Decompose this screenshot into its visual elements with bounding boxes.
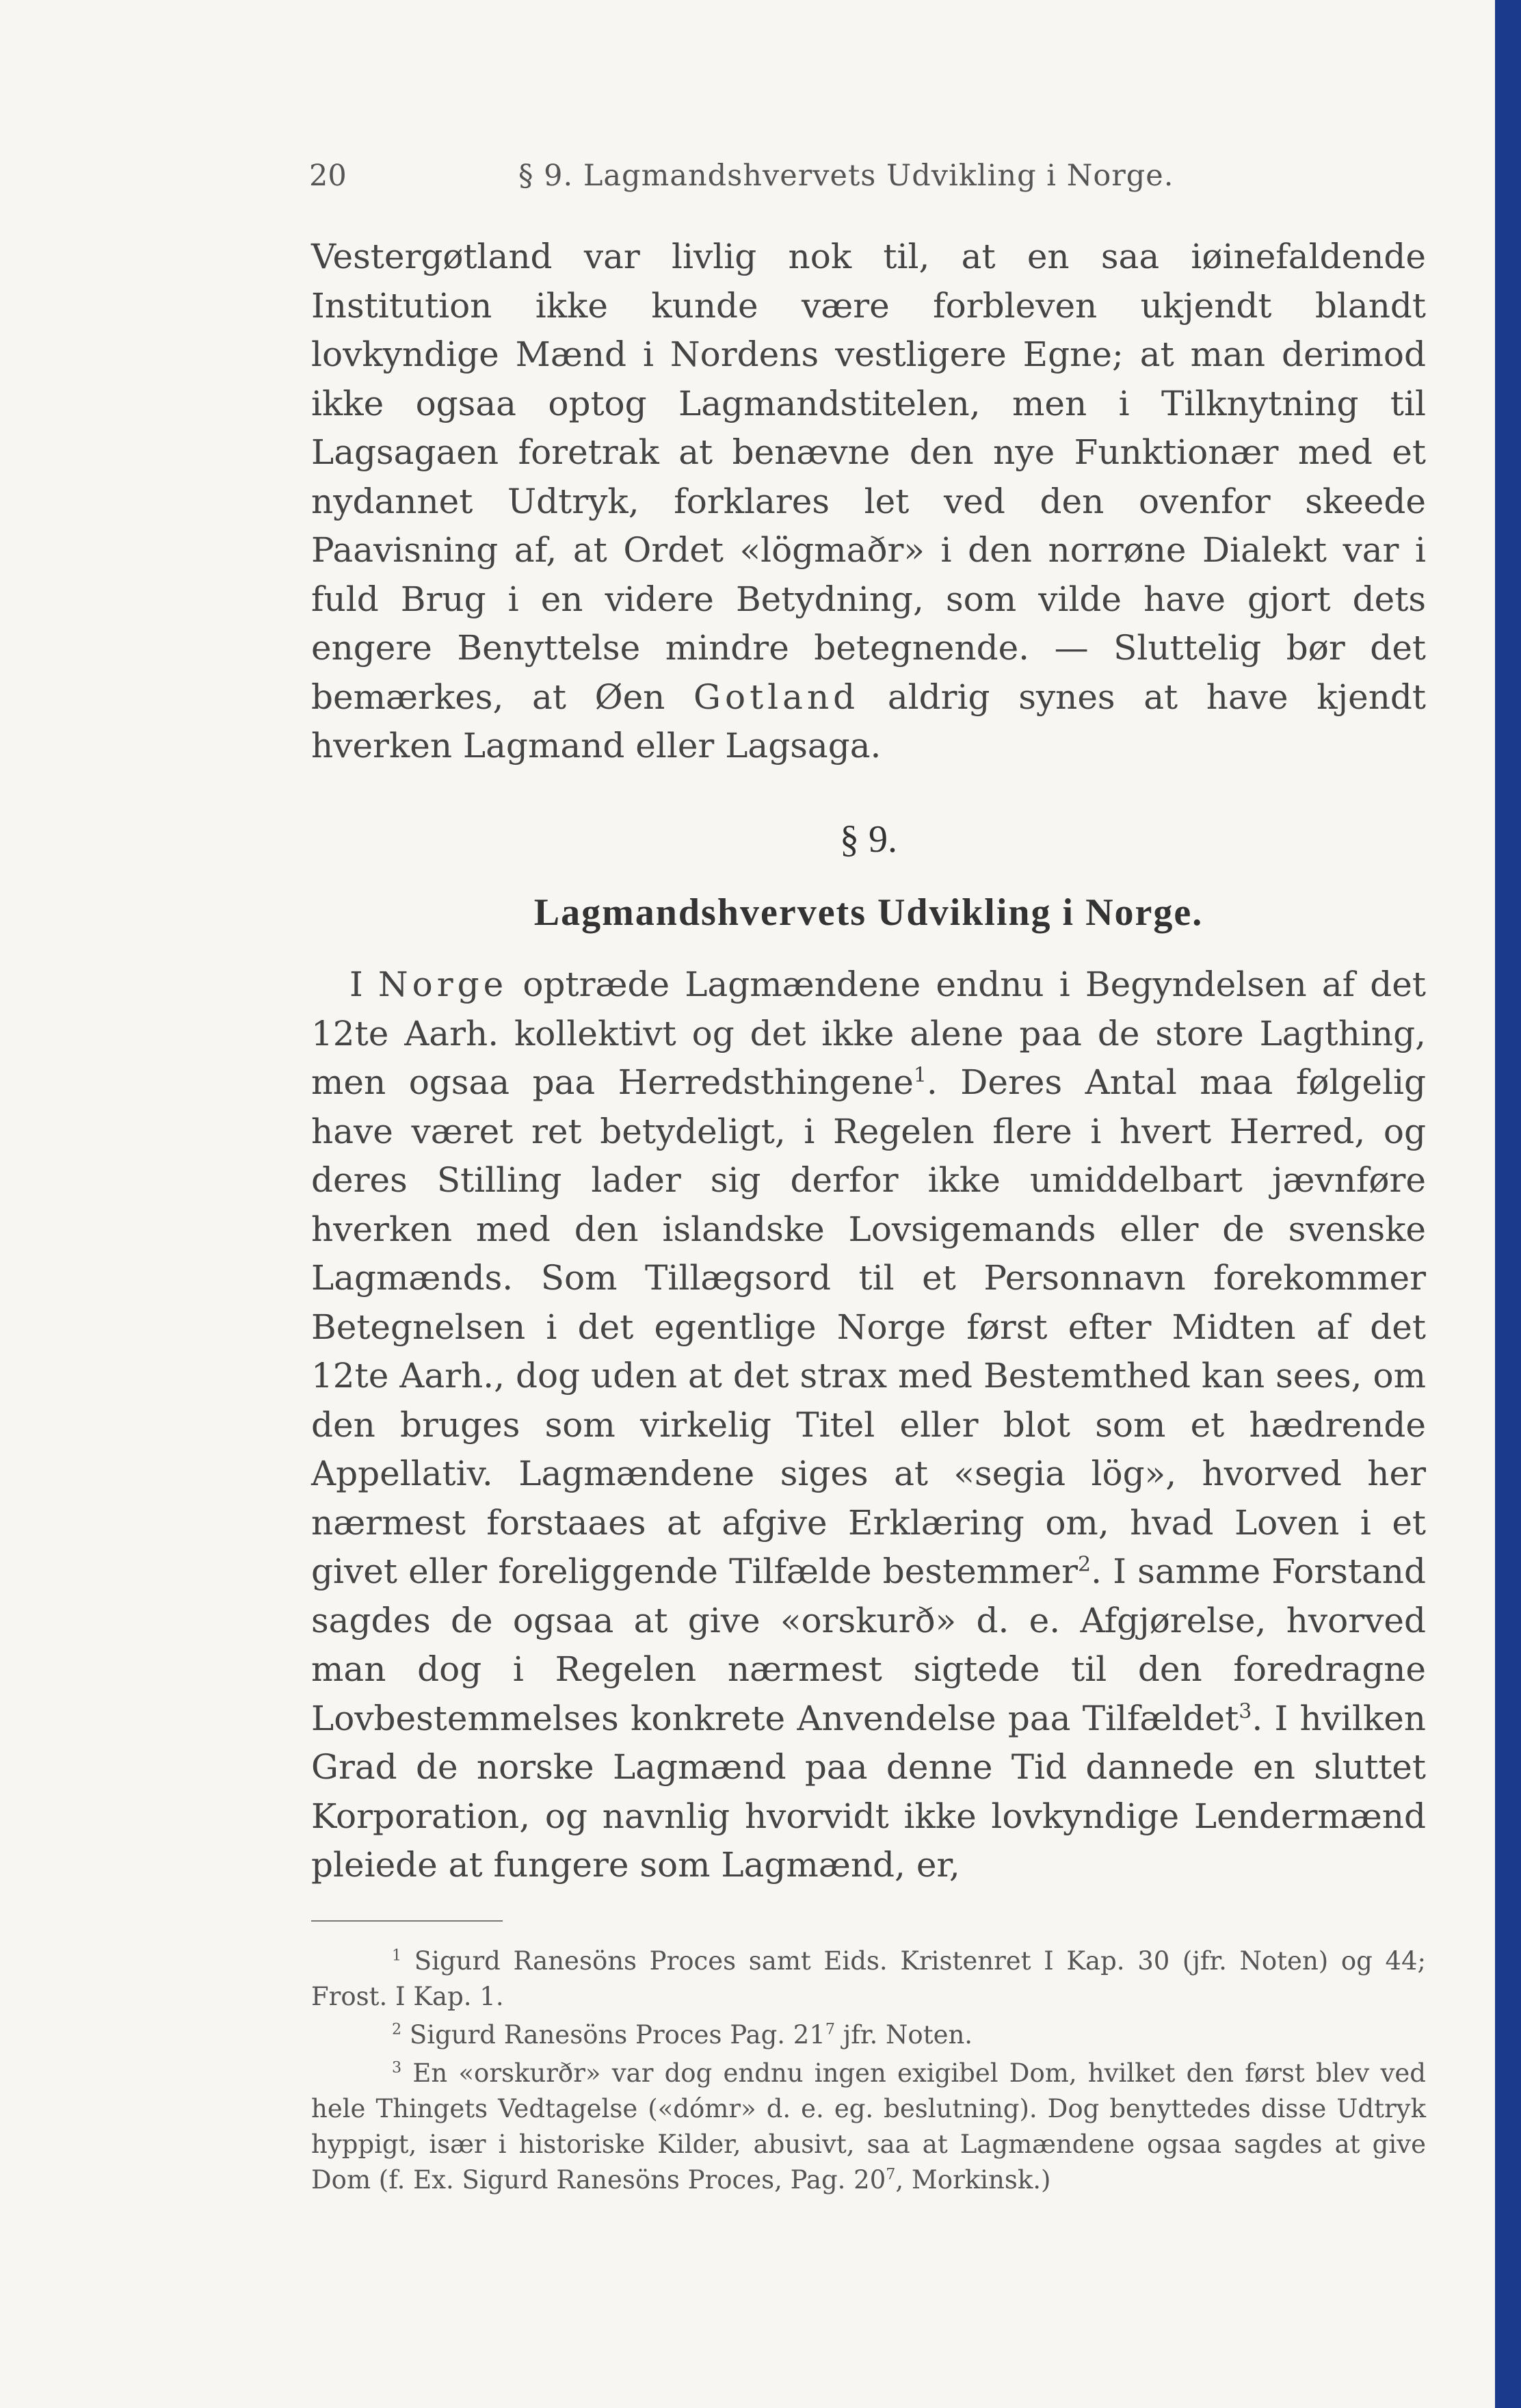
page-body: [311, 233, 1426, 2201]
page-header: [309, 159, 1424, 213]
footnote-text: Sigurd Ranesöns Proces Pag. 21: [401, 2019, 825, 2050]
section-heading: [311, 812, 1426, 938]
footnote-ref-3: 3: [1239, 1699, 1252, 1723]
intro-text-a: Vestergøtland var livlig nok til, at en saa iøinefaldende Institution ikke kunde være forbleven ukjendt blandt lovkyndige Mænd i Nordens vestligere Egne; at man derimod ikke ogsaa optog Lagmandstitelen, men i Tilknytning til Lagsagaen foretrak at benævne den nye Funktionær med et nydannet Udtryk, forklares let ved den ovenfor skeede Paavisning af, at Ordet «lögmaðr» i den norrøne Dialekt var i fuld Brug i en videre Betydning, som vilde have gjort dets engere Benyttelse mindre betegnende. — Sluttelig bør det bemærkes, at Øen: [311, 237, 1426, 717]
main-paragraph: [311, 960, 1426, 1890]
footnote-divider: [311, 1920, 503, 1922]
section-title: Lagmandshvervets Udvikling i Norge.: [533, 891, 1204, 934]
footnote-superscript: 7: [886, 2165, 896, 2184]
intro-text-b: aldrig synes at have kjendt hverken Lagmand eller Lagsaga.: [311, 677, 1427, 765]
spaced-word-norge: Norge: [378, 965, 508, 1004]
intro-paragraph: [311, 233, 1426, 771]
blue-page-edge: [1495, 0, 1521, 2408]
footnote-text-after: jfr. Noten.: [834, 2019, 973, 2050]
footnote-1: [311, 1944, 1426, 2015]
running-head: § 9. Lagmandshvervets Udvikling i Norge.: [518, 159, 1174, 193]
footnote-mark: 3: [392, 2058, 402, 2077]
footnotes: [311, 1944, 1426, 2198]
main-text-1: optræde Lagmændene endnu i Begyndelsen af det 12te Aarh. kollektivt og det ikke alene paa de store Lagthing, men ogsaa paa Herredsthingene: [311, 965, 1426, 1102]
main-text-3: . I samme Forstand sagdes de ogsaa at give «orskurð» d. e. Afgjørelse, hvorved man dog i Regelen nærmest sigtede til den foredragne Lovbestemmelses konkrete Anvendelse paa Tilfældet: [311, 1552, 1426, 1738]
footnote-ref-1: 1: [913, 1063, 927, 1088]
main-text-2: . Deres Antal maa følgelig have været ret betydeligt, i Regelen flere i hvert Herred, og deres Stilling lader sig derfor ikke umiddelbart jævnføre hverken med den islandske Lovsigemands eller de svenske Lagmænds. Som Tillægsord til et Personnavn forekommer Betegnelsen i det egentlige Norge først efter Midten af det 12te Aarh., dog uden at det strax med Bestemthed kan sees, om den bruges som virkelig Titel eller blot som et hædrende Appellativ. Lagmændene siges at «segia lög», hvorved her nærmest forstaaes at afgive Erklæring om, hvad Loven i et givet eller foreliggende Tilfælde bestemmer: [311, 1062, 1426, 1591]
spaced-word-gotland: Gotland: [693, 677, 860, 717]
page-number: 20: [309, 159, 347, 193]
footnote-mark: 2: [392, 2020, 402, 2039]
footnote-text-after: , Morkinsk.): [895, 2164, 1051, 2195]
footnote-ref-2: 2: [1078, 1552, 1092, 1577]
footnote-3: [311, 2056, 1426, 2198]
section-number: § 9.: [840, 817, 897, 861]
footnote-2: [311, 2017, 1426, 2053]
footnote-mark: 1: [392, 1946, 402, 1965]
main-text-4: . I hvilken Grad de norske Lagmænd paa denne Tid dannede en sluttet Korporation, og navnlig hvorvidt ikke lovkyndige Lendermænd pleiede at fungere som Lagmænd, er,: [311, 1698, 1427, 1885]
footnote-text: Sigurd Ranesöns Proces samt Eids. Kristenret I Kap. 30 (jfr. Noten) og 44; Frost. I Kap. 1.: [311, 1946, 1426, 2011]
footnote-text: En «orskurðr» var dog endnu ingen exigibel Dom, hvilket den først blev ved hele Thingets Vedtagelse («dómr» d. e. eg. beslutning). Dog benyttedes disse Udtryk hyppigt, især i historiske Kilder, abusivt, saa at Lagmændene ogsaa sagdes at give Dom (f. Ex. Sigurd Ranesöns Proces, Pag. 20: [311, 2058, 1426, 2195]
footnote-superscript: 7: [825, 2020, 835, 2039]
first-word: I: [349, 965, 363, 1004]
